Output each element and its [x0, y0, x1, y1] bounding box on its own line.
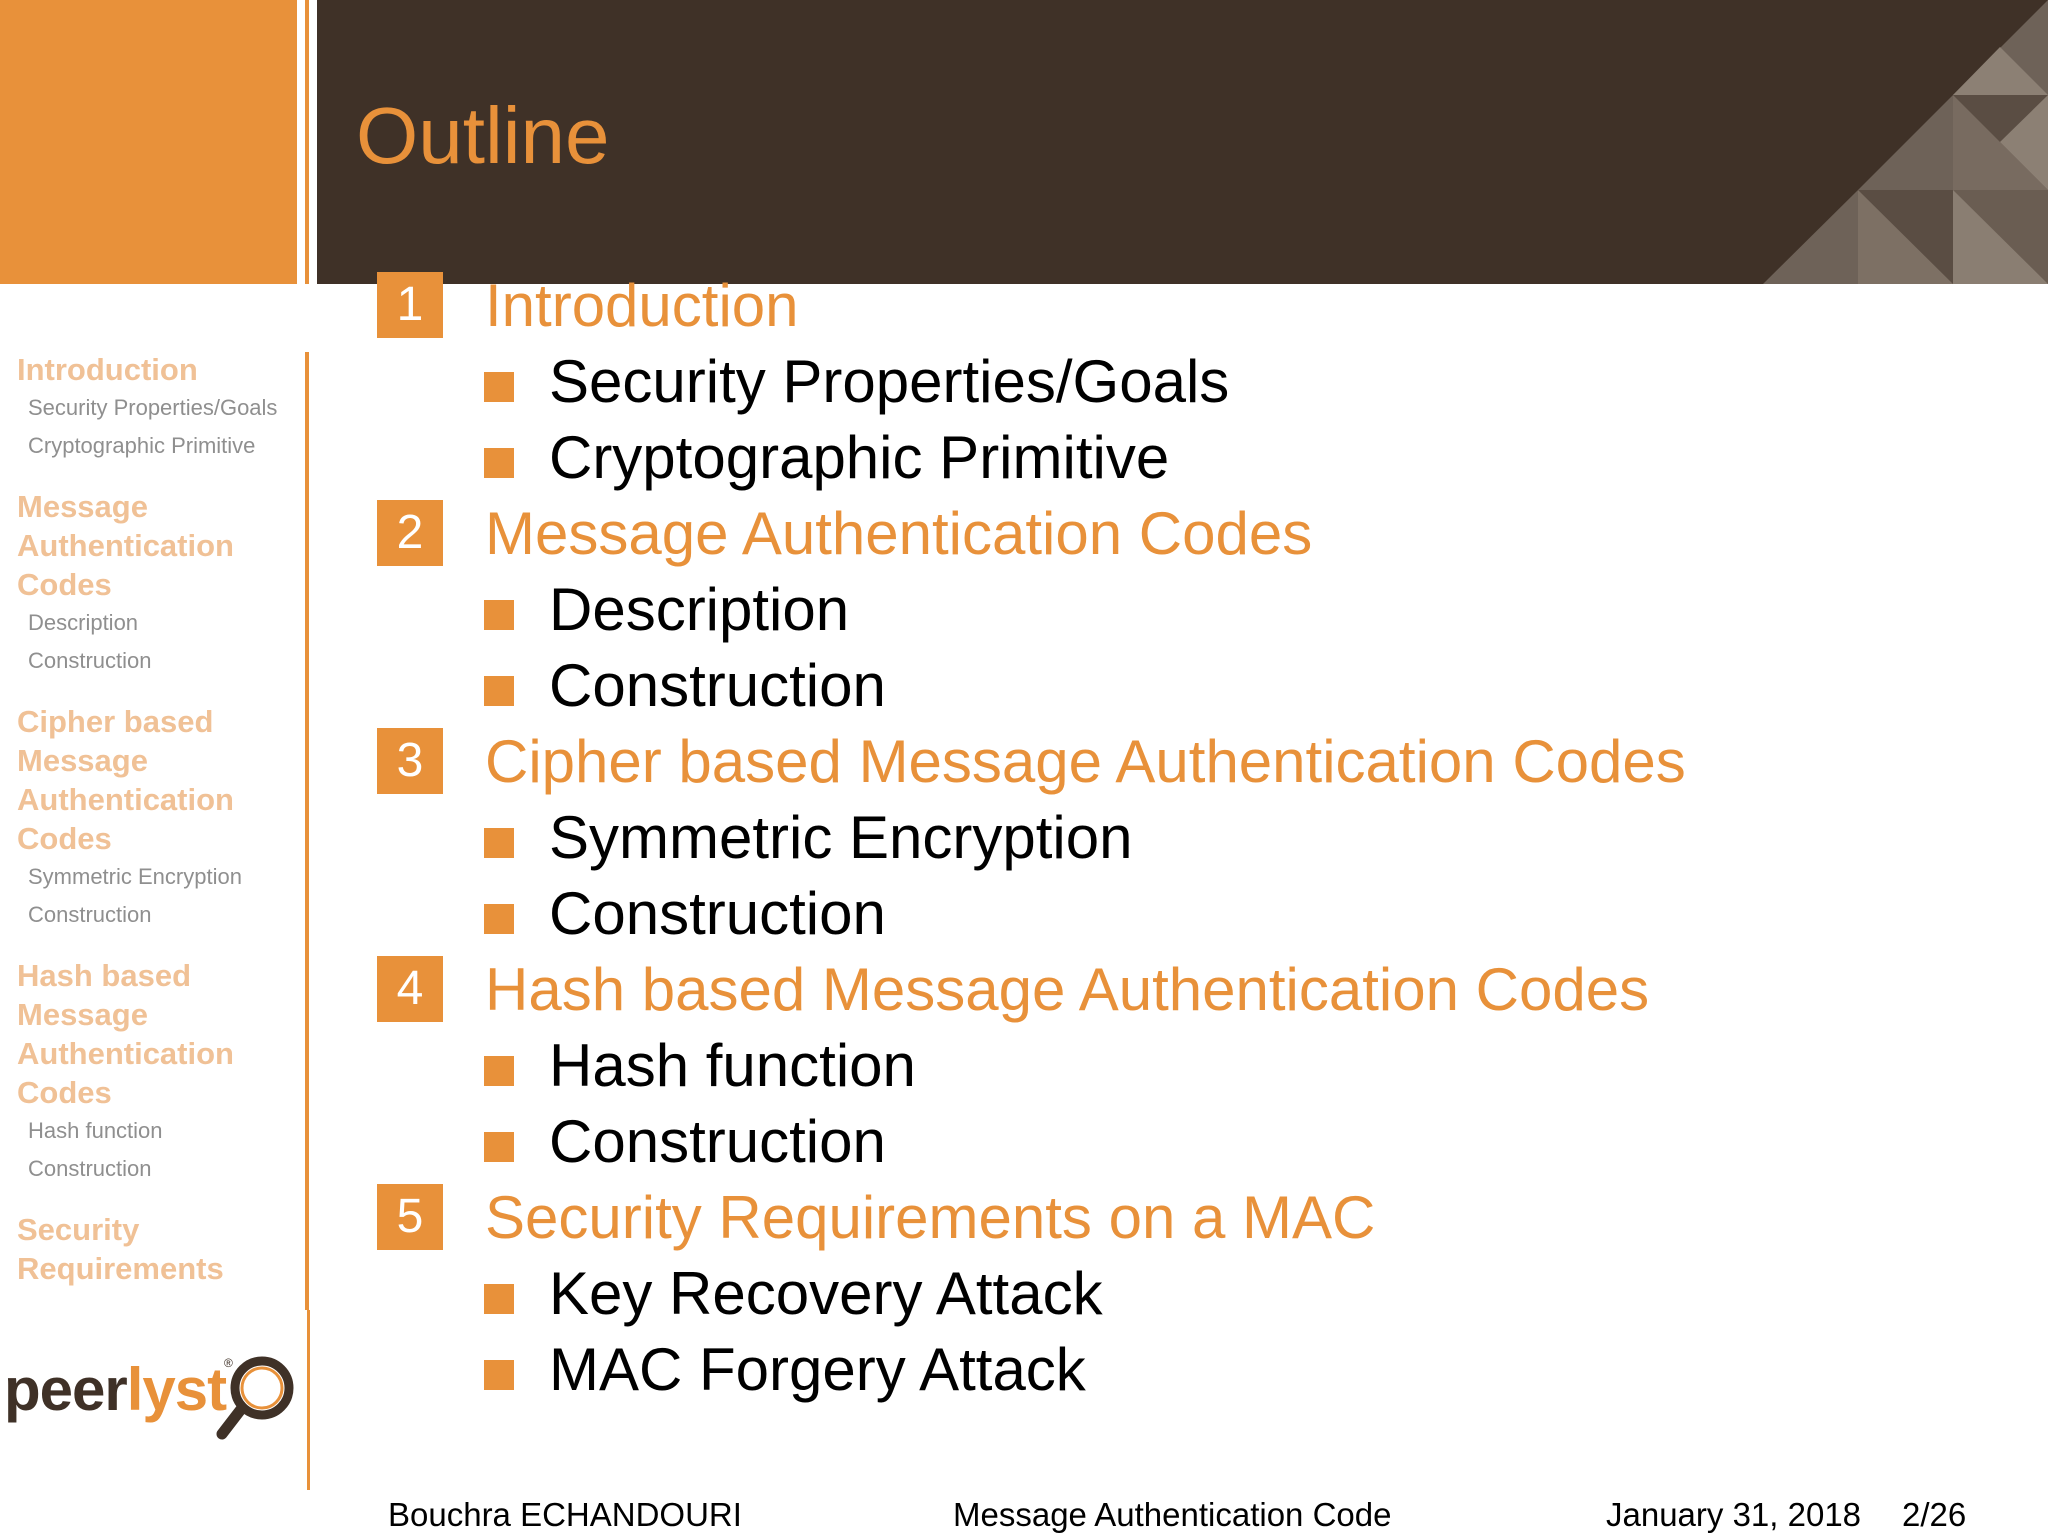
- outline-section[interactable]: [377, 950, 2017, 1026]
- outline-subsection[interactable]: [377, 798, 2017, 874]
- sidebar-item-construction[interactable]: Construction: [28, 902, 152, 927]
- sidebar-item-cryptographic-primitive[interactable]: Cryptographic Primitive: [28, 433, 256, 458]
- sidebar-divider-lower: [307, 1310, 310, 1490]
- peerlyst-logo: peerlyst: [4, 1356, 227, 1423]
- sidebar-section-hmac[interactable]: Hash based Message Authentication Codes: [17, 958, 234, 1110]
- section-number-badge: 5: [377, 1184, 443, 1250]
- outline-subsection[interactable]: [377, 1026, 2017, 1102]
- sidebar-item-construction[interactable]: Construction: [28, 648, 152, 673]
- bullet-icon: [484, 828, 514, 858]
- section-title: Cipher based Message Authentication Codes: [485, 728, 1686, 795]
- sidebar-section-mac[interactable]: Message Authentication Codes: [17, 489, 234, 602]
- section-number-badge: 4: [377, 956, 443, 1022]
- outline-subsection[interactable]: [377, 1330, 2017, 1406]
- section-title: Introduction: [485, 272, 799, 339]
- subsection-title: Security Properties/Goals: [549, 348, 1230, 415]
- footer-presentation-title: Message Authentication Code: [953, 1496, 1392, 1533]
- header-orange-block: [0, 0, 297, 284]
- section-title: Message Authentication Codes: [485, 500, 1313, 567]
- slide-footer: [0, 1490, 2048, 1536]
- registered-mark: ®: [224, 1356, 233, 1370]
- outline-subsection[interactable]: [377, 1254, 2017, 1330]
- sidebar-item-construction[interactable]: Construction: [28, 1156, 152, 1181]
- subsection-title: Hash function: [549, 1032, 916, 1099]
- footer-author: Bouchra ECHANDOURI: [388, 1496, 742, 1533]
- sidebar-section-cmac[interactable]: Cipher based Message Authentication Codes: [17, 704, 234, 856]
- sidebar-section-security-requirements[interactable]: Security Requirements: [17, 1212, 224, 1286]
- sidebar-navigation: [0, 350, 303, 1310]
- bullet-icon: [484, 676, 514, 706]
- subsection-title: Symmetric Encryption: [549, 804, 1133, 871]
- outline-subsection[interactable]: [377, 418, 2017, 494]
- sidebar-item-hash-function[interactable]: Hash function: [28, 1118, 163, 1143]
- outline-section[interactable]: [377, 722, 2017, 798]
- subsection-title: Construction: [549, 652, 886, 719]
- outline-section[interactable]: [377, 494, 2017, 570]
- bullet-icon: [484, 1284, 514, 1314]
- outline-subsection[interactable]: [377, 342, 2017, 418]
- outline-subsection[interactable]: [377, 570, 2017, 646]
- bullet-icon: [484, 904, 514, 934]
- header-separator-line: [305, 0, 309, 284]
- section-number-badge: 2: [377, 500, 443, 566]
- subsection-title: Construction: [549, 880, 886, 947]
- sidebar-item-security-properties[interactable]: Security Properties/Goals: [28, 395, 278, 420]
- sidebar-section-introduction[interactable]: Introduction: [17, 352, 198, 387]
- magnifier-logo-icon: [208, 1350, 304, 1446]
- subsection-title: Construction: [549, 1108, 886, 1175]
- bullet-icon: [484, 1056, 514, 1086]
- slide-title: Outline: [356, 91, 610, 180]
- outline-section[interactable]: [377, 1178, 2017, 1254]
- subsection-title: Key Recovery Attack: [549, 1260, 1103, 1327]
- outline-subsection[interactable]: [377, 1102, 2017, 1178]
- bullet-icon: [484, 1132, 514, 1162]
- bullet-icon: [484, 1360, 514, 1390]
- section-title: Security Requirements on a MAC: [485, 1184, 1376, 1251]
- outline-subsection[interactable]: [377, 874, 2017, 950]
- outline-list: [377, 266, 2017, 1406]
- section-title: Hash based Message Authentication Codes: [485, 956, 1650, 1023]
- triangle-pattern-decoration: [1748, 0, 2048, 284]
- footer-page-number: 2/26: [1902, 1496, 1967, 1533]
- bullet-icon: [484, 600, 514, 630]
- subsection-title: Description: [549, 576, 850, 643]
- outline-section[interactable]: [377, 266, 2017, 342]
- bullet-icon: [484, 448, 514, 478]
- sidebar-divider: [305, 352, 309, 1310]
- footer-date: January 31, 2018: [1606, 1496, 1862, 1533]
- sidebar-item-description[interactable]: Description: [28, 610, 139, 635]
- subsection-title: Cryptographic Primitive: [549, 424, 1170, 491]
- sidebar-item-symmetric-encryption[interactable]: Symmetric Encryption: [28, 864, 242, 889]
- bullet-icon: [484, 372, 514, 402]
- outline-subsection[interactable]: [377, 646, 2017, 722]
- section-number-badge: 3: [377, 728, 443, 794]
- section-number-badge: 1: [377, 272, 443, 338]
- subsection-title: MAC Forgery Attack: [549, 1336, 1086, 1403]
